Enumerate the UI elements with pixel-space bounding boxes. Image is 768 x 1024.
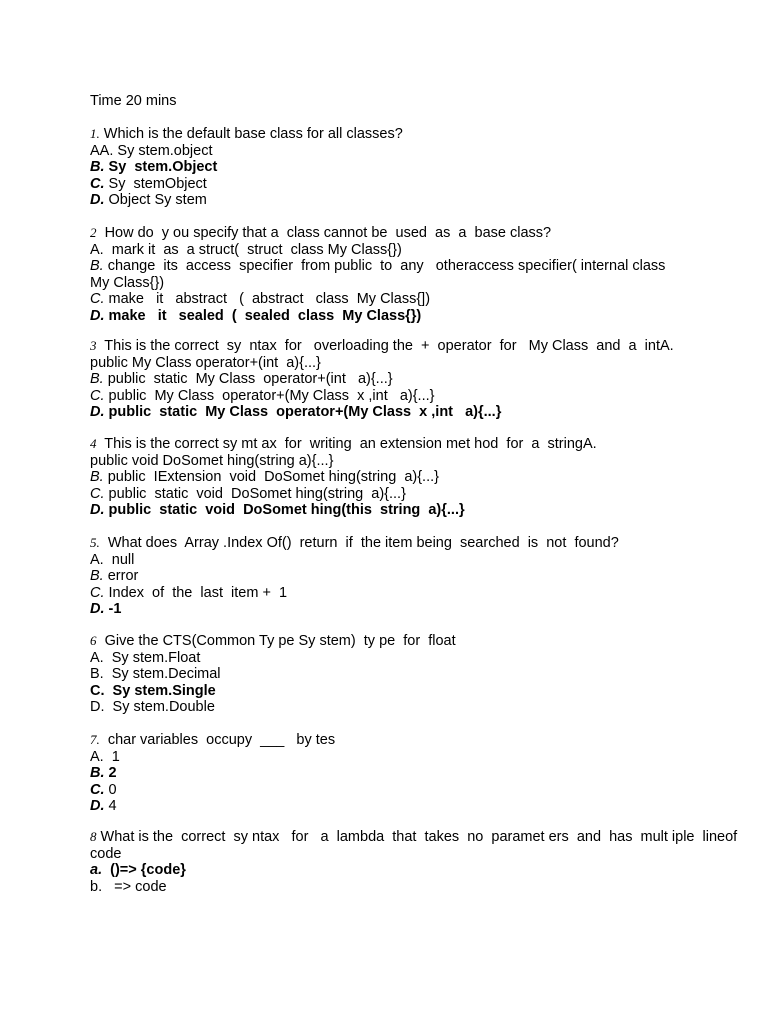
option-b xyxy=(90,371,690,388)
option-b: B. Sy stem.Decimal xyxy=(90,666,221,682)
option-d xyxy=(90,192,690,209)
option-d xyxy=(90,798,690,815)
option-text: 4 xyxy=(104,798,117,814)
option-letter: C. xyxy=(90,781,105,798)
option-letter: C. xyxy=(90,175,105,192)
option-a xyxy=(90,143,690,160)
question-number: 3 xyxy=(90,338,97,353)
question-7 xyxy=(90,732,690,815)
question-2 xyxy=(90,225,690,324)
option-a: A. null xyxy=(90,551,135,568)
question-text xyxy=(90,436,690,453)
question-number: 1. xyxy=(90,126,100,141)
question-5 xyxy=(90,535,690,618)
question-text xyxy=(90,829,738,846)
question-text xyxy=(90,535,690,552)
question-4 xyxy=(90,436,690,519)
question-text xyxy=(90,633,690,650)
option-text: Object Sy stem xyxy=(104,192,207,208)
option-letter: B. xyxy=(90,159,105,175)
question-text-wrap: code xyxy=(90,845,122,862)
option-a: A. Sy stem.Float xyxy=(90,649,201,666)
question-number: 7. xyxy=(90,732,100,747)
option-text: Sy stemObject xyxy=(104,175,207,192)
option-text: public My Class operator+(My Class x ,int a){...} xyxy=(104,387,435,404)
question-number: 5. xyxy=(90,535,100,550)
option-a: public My Class operator+(int a){...} xyxy=(90,354,321,371)
option-letter: C. xyxy=(90,485,105,502)
question-label: This is the correct sy ntax for overloading the + operator for My Class and a intA. xyxy=(104,338,674,354)
question-label: char variables occupy ___ by tes xyxy=(107,732,336,748)
option-a: A. 1 xyxy=(90,748,120,765)
option-text: public static void DoSomet hing(this string a){...} xyxy=(104,502,465,518)
question-text xyxy=(90,732,690,749)
option-text-continued: access specifier( internal class xyxy=(468,258,666,274)
option-text: 0 xyxy=(104,781,117,798)
question-number: 4 xyxy=(90,436,97,451)
option-b: b. => code xyxy=(90,878,167,895)
option-text: 2 xyxy=(104,765,117,781)
option-letter: B. xyxy=(90,568,104,584)
option-c xyxy=(90,388,690,405)
option-text: make it abstract ( abstract class My Class{]) xyxy=(104,291,431,307)
option-d-answer xyxy=(90,404,690,421)
question-label: Give the CTS(Common Ty pe Sy stem) ty pe for float xyxy=(104,633,456,649)
option-b xyxy=(90,568,690,585)
option-text: change its access specifier from public to any other xyxy=(103,258,469,274)
option-a-answer xyxy=(90,862,690,879)
option-letter: D. xyxy=(90,307,105,324)
question-number: 2 xyxy=(90,225,97,240)
option-text: make it sealed ( sealed class My Class{}) xyxy=(104,307,422,324)
question-number: 6 xyxy=(90,633,97,648)
option-b xyxy=(90,258,666,275)
option-c xyxy=(90,176,690,193)
option-text: public static void DoSomet hing(string a){...} xyxy=(104,485,406,502)
option-d-answer xyxy=(90,308,690,325)
option-letter: AA. xyxy=(90,142,114,159)
question-label: How do y ou specify that a class cannot be used as a base class? xyxy=(104,225,552,241)
option-text: public IExtension void DoSomet hing(string a){...} xyxy=(103,469,439,485)
question-1 xyxy=(90,126,690,209)
option-text: Index of the last item + 1 xyxy=(104,584,288,601)
time-limit: Time 20 mins xyxy=(90,93,177,109)
question-text xyxy=(90,126,690,143)
option-d: D. Sy stem.Double xyxy=(90,699,215,715)
option-text: ()=> {code} xyxy=(102,862,186,878)
option-a: public void DoSomet hing(string a){...} xyxy=(90,452,334,469)
question-label: Which is the default base class for all classes? xyxy=(103,126,403,142)
option-a: A. mark it as a struct( struct class My Class{}) xyxy=(90,241,402,258)
option-letter: D. xyxy=(90,404,105,420)
question-label: What is the correct sy ntax for a lambda that takes no paramet ers and has mult iple lineof xyxy=(100,829,738,845)
option-text: error xyxy=(103,568,139,584)
option-letter: C. xyxy=(90,291,105,307)
option-text: -1 xyxy=(104,601,122,617)
option-text: public static My Class operator+(int a){...} xyxy=(103,371,393,387)
option-letter: D. xyxy=(90,192,105,208)
option-c xyxy=(90,486,690,503)
option-c xyxy=(90,782,690,799)
option-letter: D. xyxy=(90,798,105,814)
question-text xyxy=(90,338,690,355)
question-8 xyxy=(90,829,738,895)
question-label: What does Array .Index Of() return if the item being searched is not found? xyxy=(107,535,619,551)
option-letter: C. xyxy=(90,387,105,404)
option-text: Sy stem.object xyxy=(113,142,213,159)
option-c-answer: C. Sy stem.Single xyxy=(90,682,216,699)
question-number: 8 xyxy=(90,829,97,844)
option-c xyxy=(90,291,690,308)
option-d-answer xyxy=(90,502,690,519)
question-label: This is the correct sy mt ax for writing an extension met hod for a stringA. xyxy=(104,436,597,452)
option-letter: B. xyxy=(90,765,105,781)
option-letter: B. xyxy=(90,258,104,274)
option-text: Sy stem.Object xyxy=(104,159,218,175)
question-text xyxy=(90,225,690,242)
option-letter: a. xyxy=(90,862,103,878)
option-letter: D. xyxy=(90,502,105,518)
option-b-answer xyxy=(90,765,690,782)
option-text: public static My Class operator+(My Class x ,int a){...} xyxy=(104,404,502,420)
option-letter: D. xyxy=(90,601,105,617)
option-c xyxy=(90,585,690,602)
question-3 xyxy=(90,338,690,421)
option-letter: B. xyxy=(90,371,104,387)
question-6 xyxy=(90,633,690,716)
option-b xyxy=(90,469,690,486)
option-b-wrap: My Class{}) xyxy=(90,274,165,291)
option-letter: B. xyxy=(90,469,104,485)
option-letter: C. xyxy=(90,584,105,601)
option-d-answer xyxy=(90,601,690,618)
option-b-answer xyxy=(90,159,690,176)
